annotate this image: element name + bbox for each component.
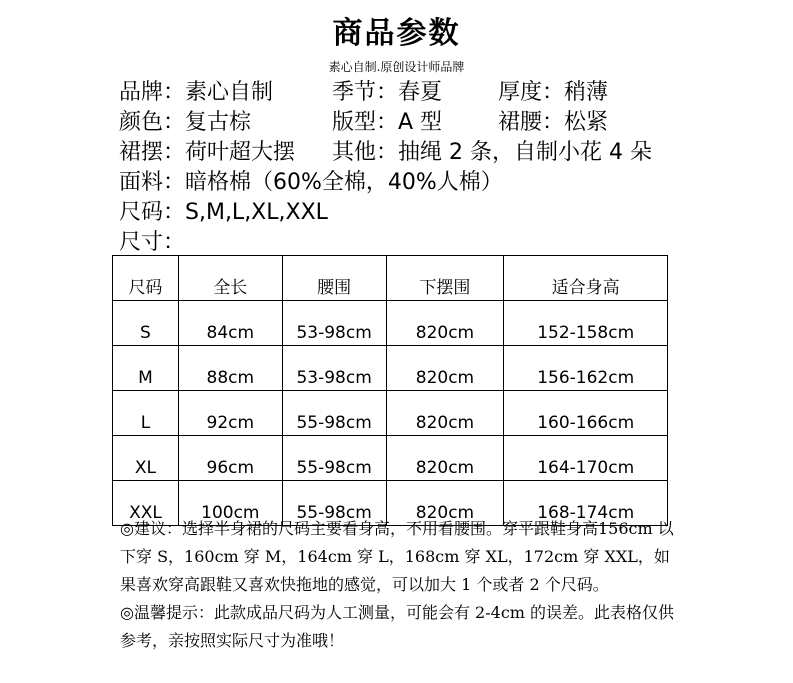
table-cell: 55-98cm — [282, 481, 386, 526]
brand-subtitle: 素心自制.原创设计师品牌 — [328, 60, 465, 74]
table-cell: 160-166cm — [504, 391, 668, 436]
table-cell: 820cm — [386, 481, 504, 526]
table-cell: 55-98cm — [282, 391, 386, 436]
table-row — [113, 391, 668, 436]
param-fit: 版型：A 型 — [332, 110, 443, 135]
size-table-header — [113, 256, 668, 301]
param-sizes: 尺码：S,M,L,XL,XXL — [119, 200, 328, 225]
header-cell-height: 适合身高 — [504, 256, 668, 301]
header-cell-length: 全长 — [178, 256, 282, 301]
table-row — [113, 301, 668, 346]
table-cell: 88cm — [178, 346, 282, 391]
table-row — [113, 346, 668, 391]
param-hem: 裙摆：荷叶超大摆 — [119, 140, 296, 165]
size-table — [112, 255, 668, 526]
table-cell: 84cm — [178, 301, 282, 346]
table-cell: 96cm — [178, 436, 282, 481]
param-dimensions-label: 尺寸： — [119, 230, 186, 255]
page-title: 商品参数 — [332, 16, 461, 51]
param-color: 颜色：复古棕 — [119, 110, 252, 135]
param-other: 其他：抽绳 2 条，自制小花 4 朵 — [332, 140, 652, 165]
table-cell: 92cm — [178, 391, 282, 436]
param-brand: 品牌：素心自制 — [119, 80, 274, 105]
table-cell: 53-98cm — [282, 346, 386, 391]
notes-section — [120, 515, 680, 655]
header-cell-hem: 下摆围 — [386, 256, 504, 301]
table-cell: 820cm — [386, 301, 504, 346]
table-cell: XXL — [113, 481, 179, 526]
table-cell: 168-174cm — [504, 481, 668, 526]
size-suggestion-note: ◎建议：选择半身裙的尺码主要看身高，不用看腰围。穿平跟鞋身高156cm 以下穿 S，160cm 穿 M，164cm 穿 L，168cm 穿 XL，172cm 穿 XXL，如果喜欢穿高跟鞋又喜欢快拖地的感觉，可以加大 1 个或者 2 个尺码。 — [120, 519, 674, 594]
table-cell: 100cm — [178, 481, 282, 526]
table-cell: 156-162cm — [504, 346, 668, 391]
header-cell-size: 尺码 — [113, 256, 179, 301]
param-season: 季节：春夏 — [332, 80, 443, 105]
param-thickness: 厚度：稍薄 — [498, 80, 609, 105]
table-cell: 820cm — [386, 391, 504, 436]
table-cell: 152-158cm — [504, 301, 668, 346]
table-cell: 164-170cm — [504, 436, 668, 481]
header-cell-waist: 腰围 — [282, 256, 386, 301]
table-cell: L — [113, 391, 179, 436]
table-cell: XL — [113, 436, 179, 481]
table-cell: 820cm — [386, 346, 504, 391]
table-cell: 53-98cm — [282, 301, 386, 346]
table-cell: 820cm — [386, 436, 504, 481]
measurement-reminder-note: ◎温馨提示：此款成品尺码为人工测量，可能会有 2-4cm 的误差。此表格仅供参考，亲按照实际尺寸为准哦！ — [120, 603, 675, 650]
param-waist: 裙腰：松紧 — [498, 110, 609, 135]
table-cell: 55-98cm — [282, 436, 386, 481]
table-cell: S — [113, 301, 179, 346]
table-row — [113, 436, 668, 481]
table-cell: M — [113, 346, 179, 391]
param-fabric: 面料：暗格棉（60%全棉，40%人棉） — [119, 170, 503, 195]
